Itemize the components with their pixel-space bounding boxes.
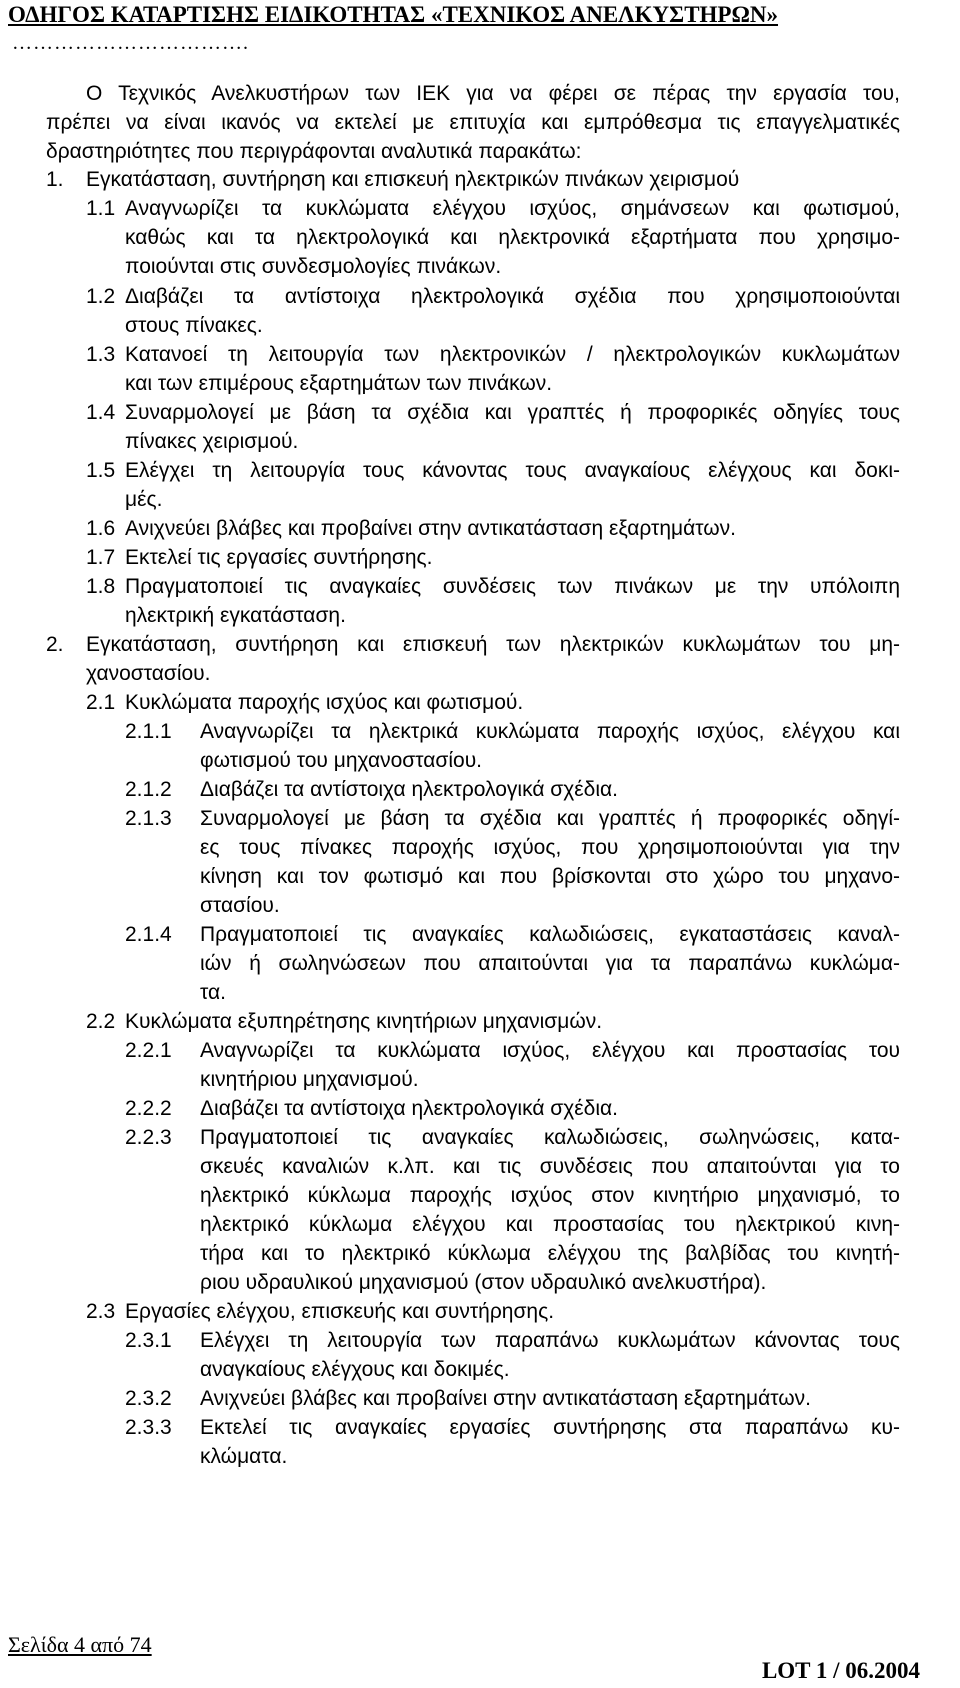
item-number: 2.3.1 <box>125 1329 172 1352</box>
subsection-title: Εργασίες ελέγχου, επισκευής και συντήρησης. <box>125 1300 555 1323</box>
item-line: Αναγνωρίζει τα κυκλώματα ελέγχου ισχύος, σημάνσεων και φωτισμού, <box>125 197 900 220</box>
section-number: 2. <box>46 633 64 656</box>
section-number: 1. <box>46 168 64 191</box>
item-number: 1.2 <box>86 285 116 308</box>
item-line: μές. <box>125 488 163 511</box>
section-title-line: χανοστασίου. <box>86 662 211 685</box>
item-line: Αναγνωρίζει τα κυκλώματα ισχύος, ελέγχου και προστασίας του <box>200 1039 900 1062</box>
item-line: ηλεκτρική εγκατάσταση. <box>125 604 346 627</box>
subsection-title: Κυκλώματα εξυπηρέτησης κινητήριων μηχανισμών. <box>125 1010 603 1033</box>
item-line: σκευές καναλιών κ.λπ. και τις συνδέσεις που απαιτούνται για το <box>200 1155 900 1178</box>
item-line: κινητήριου μηχανισμού. <box>200 1068 419 1091</box>
item-line: Συναρμολογεί με βάση τα σχέδια και γραπτές ή προφορικές οδηγίες τους <box>125 401 900 424</box>
item-number: 2.1.4 <box>125 923 172 946</box>
item-line: ες τους πίνακες παροχής ισχύος, που χρησιμοποιούνται για την <box>200 836 900 859</box>
item-number: 1.7 <box>86 546 116 569</box>
item-line: ηλεκτρικό κύκλωμα ελέγχου και προστασίας του ηλεκτρικού κινη- <box>200 1213 900 1236</box>
item-line: και των επιμέρους εξαρτημάτων των πινάκων. <box>125 372 553 395</box>
intro-line: δραστηριότητες που περιγράφονται αναλυτικά παρακάτω: <box>46 140 582 163</box>
item-line: Συναρμολογεί με βάση τα σχέδια και γραπτές ή προφορικές οδηγί- <box>200 807 900 830</box>
item-line: Ανιχνεύει βλάβες και προβαίνει στην αντικατάσταση εξαρτημάτων. <box>125 517 736 540</box>
item-line: Αναγνωρίζει τα ηλεκτρικά κυκλώματα παροχής ισχύος, ελέγχου και <box>200 720 900 743</box>
item-line: πίνακες χειρισμού. <box>125 430 299 453</box>
item-line: τα. <box>200 981 226 1004</box>
item-line: ποιούνται στις συνδεσμολογίες πινάκων. <box>125 255 502 278</box>
item-line: Εκτελεί τις αναγκαίες εργασίες συντήρησης στα παραπάνω κυ- <box>200 1416 900 1439</box>
item-line: κλώματα. <box>200 1445 288 1468</box>
item-number: 1.8 <box>86 575 116 598</box>
header-dots: ……………………………. <box>12 32 249 54</box>
item-line: Κατανοεί τη λειτουργία των ηλεκτρονικών / ηλεκτρολογικών κυκλωμάτων <box>125 343 900 366</box>
item-number: 2.2.1 <box>125 1039 172 1062</box>
item-number: 2.2.3 <box>125 1126 172 1149</box>
item-line: Πραγματοποιεί τις αναγκαίες καλωδιώσεις, εγκαταστάσεις καναλ- <box>200 923 900 946</box>
item-line: στασίου. <box>200 894 280 917</box>
section-title: Εγκατάσταση, συντήρηση και επισκευή ηλεκτρικών πινάκων χειρισμού <box>86 168 740 191</box>
item-line: καθώς και τα ηλεκτρολογικά και ηλεκτρονικά εξαρτήματα που χρησιμο- <box>125 226 900 249</box>
item-line: Διαβάζει τα αντίστοιχα ηλεκτρολογικά σχέδια. <box>200 1097 618 1120</box>
item-number: 2.1.1 <box>125 720 172 743</box>
item-line: φωτισμού του μηχανοστασίου. <box>200 749 483 772</box>
item-number: 1.3 <box>86 343 116 366</box>
item-line: Πραγματοποιεί τις αναγκαίες συνδέσεις των πινάκων με την υπόλοιπη <box>125 575 900 598</box>
subsection-number: 2.1 <box>86 691 116 714</box>
subsection-number: 2.2 <box>86 1010 116 1033</box>
item-line: στους πίνακες. <box>125 314 263 337</box>
document-code: LOT 1 / 06.2004 <box>761 1658 920 1683</box>
item-line: αναγκαίους ελέγχους και δοκιμές. <box>200 1358 510 1381</box>
item-line: Ελέγχει τη λειτουργία των παραπάνω κυκλωμάτων κάνοντας τους <box>200 1329 900 1352</box>
item-number: 1.5 <box>86 459 116 482</box>
item-number: 2.3.3 <box>125 1416 172 1439</box>
item-number: 2.2.2 <box>125 1097 172 1120</box>
item-number: 1.4 <box>86 401 116 424</box>
item-number: 2.3.2 <box>125 1387 172 1410</box>
item-line: Πραγματοποιεί τις αναγκαίες καλωδιώσεις, σωληνώσεις, κατα- <box>200 1126 900 1149</box>
item-number: 2.1.2 <box>125 778 172 801</box>
section-title-line: Εγκατάσταση, συντήρηση και επισκευή των ηλεκτρικών κυκλωμάτων του μη- <box>86 633 900 656</box>
item-number: 2.1.3 <box>125 807 172 830</box>
item-line: Διαβάζει τα αντίστοιχα ηλεκτρολογικά σχέδια. <box>200 778 618 801</box>
page-number: Σελίδα 4 από 74 <box>8 1632 152 1657</box>
intro-line: πρέπει να είναι ικανός να εκτελεί με επιτυχία και εμπρόθεσμα τις επαγγελματικές <box>46 111 900 134</box>
intro-line: Ο Τεχνικός Ανελκυστήρων των ΙΕΚ για να φέρει σε πέρας την εργασία του, <box>86 82 900 105</box>
item-line: τήρα και το ηλεκτρικό κύκλωμα ελέγχου της βαλβίδας του κινητή- <box>200 1242 900 1265</box>
document-header-title: ΟΔΗΓΟΣ ΚΑΤΑΡΤΙΣΗΣ ΕΙΔΙΚΟΤΗΤΑΣ «ΤΕΧΝΙΚΟΣ ΑΝΕΛΚΥΣΤΗΡΩΝ» <box>8 2 779 27</box>
item-line: ιών ή σωληνώσεων που απαιτούνται για τα παραπάνω κυκλώμα- <box>200 952 900 975</box>
item-line: ηλεκτρικό κύκλωμα παροχής ισχύος στον κινητήριο μηχανισμό, το <box>200 1184 900 1207</box>
subsection-number: 2.3 <box>86 1300 116 1323</box>
item-number: 1.1 <box>86 197 116 220</box>
item-line: Εκτελεί τις εργασίες συντήρησης. <box>125 546 433 569</box>
subsection-title: Κυκλώματα παροχής ισχύος και φωτισμού. <box>125 691 524 714</box>
item-line: ριου υδραυλικού μηχανισμού (στον υδραυλικό ανελκυστήρα). <box>200 1271 767 1294</box>
item-line: Ελέγχει τη λειτουργία τους κάνοντας τους αναγκαίους ελέγχους και δοκι- <box>125 459 900 482</box>
item-line: Ανιχνεύει βλάβες και προβαίνει στην αντικατάσταση εξαρτημάτων. <box>200 1387 811 1410</box>
item-line: κίνηση και τον φωτισμό και που βρίσκονται στο χώρο του μηχανο- <box>200 865 900 888</box>
item-line: Διαβάζει τα αντίστοιχα ηλεκτρολογικά σχέδια που χρησιμοποιούνται <box>125 285 900 308</box>
item-number: 1.6 <box>86 517 116 540</box>
